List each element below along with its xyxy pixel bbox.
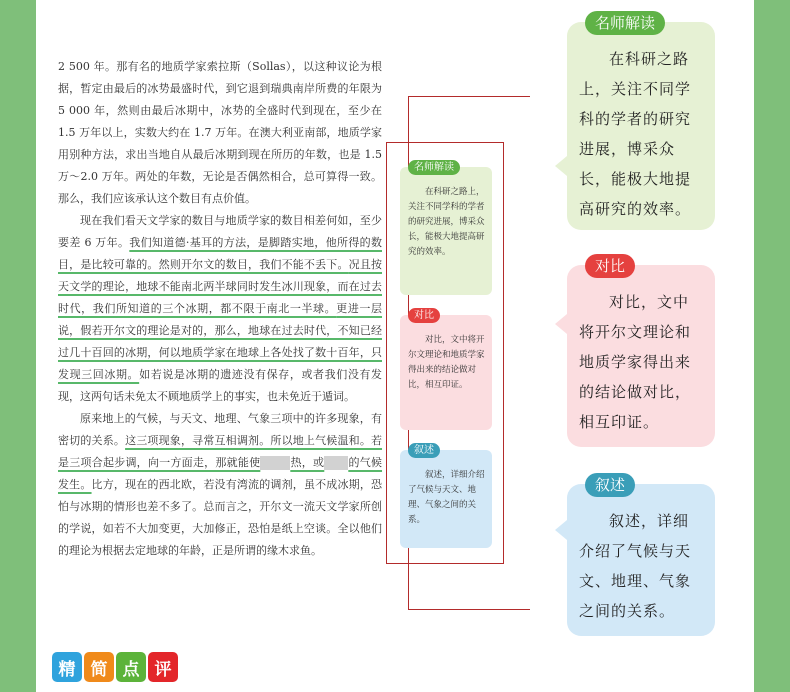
note-text: 对比，文中将开尔文理论和地质学家得出来的结论做对比，相互印证。 bbox=[579, 293, 692, 431]
underlined-sentence: 这三项现象，寻常互相调剂。所以地上气候温和。若是三项合起步调，向一方面走，那就能使 bbox=[58, 434, 383, 469]
footer-label bbox=[52, 652, 178, 682]
mini-note-1 bbox=[400, 162, 492, 295]
mini-note-text: 在科研之路上，关注不同学科的学者的研究进展，博采众长，能极大地提高研究的效率。 bbox=[408, 187, 485, 257]
note-text: 在科研之路上，关注不同学科的学者的研究进展，博采众长，能极大地提高研究的效率。 bbox=[579, 50, 692, 218]
connector-top bbox=[408, 96, 530, 97]
footer-badge: 简 bbox=[84, 652, 114, 682]
underlined-sentence: 况且按天文学的理论，地球不能南北两半球同时发生冰川现象，而在过去时代，我们所知道的三个冰期，都不限于南北一半球。 bbox=[58, 258, 382, 315]
footer-badge: 评 bbox=[148, 652, 178, 682]
mini-note-tag: 叙述 bbox=[408, 443, 440, 458]
paragraph-1: 2 500 年。那有名的地质学家索拉斯（Sollas），以这种议论为根据，暂定由最后的冰势最盛时代，到它退到瑞典南岸所费的年限为 5 000 年，然则由最后冰期中，冰势的全盛时代到现在，至少在 1.5 万年以上，实数大约在 1.7 万年。在澳大利亚南部，地质学家用别种方法，求出当地自从最后冰期到现在所历的年数，也是 1.5 万～2.0 万年。两处的年数，无论是否偶然相合，总可算得一致。那么，我们应该承认这个数目有点价值。 bbox=[58, 60, 382, 205]
mini-note-text: 对比，文中将开尔文理论和地质学家得出来的结论做对比，相互印证。 bbox=[408, 335, 485, 390]
paragraph-2 bbox=[58, 210, 382, 408]
mini-note-text: 叙述，详细介绍了气候与天文、地理、气象之间的关系。 bbox=[408, 470, 485, 525]
note-tag: 对比 bbox=[585, 254, 635, 278]
note-card-2 bbox=[567, 257, 715, 447]
underlined-sentence: 的气候发生。 bbox=[58, 456, 383, 491]
underlined-sentence: 热，或 bbox=[290, 456, 325, 469]
mini-note-tag: 名师解读 bbox=[408, 160, 460, 175]
card-pointer bbox=[555, 314, 567, 334]
mini-note-3 bbox=[400, 445, 492, 548]
obscured-text bbox=[260, 456, 290, 470]
note-tag: 名师解读 bbox=[585, 11, 665, 35]
underlined-sentence: 我们知道德·基耳的方法，是脚踏实地，他所得的数目，是比较可靠的。然则开尔文的数目，我们不能不丢下。 bbox=[58, 236, 382, 271]
paragraph-2-sentence: 现在我们看天文学家的数目与地质学家的数目相差何如，至少要差 6 万年。 bbox=[58, 214, 382, 249]
note-text: 叙述，详细介绍了气候与天文、地理、气象之间的关系。 bbox=[579, 512, 692, 620]
footer-badge: 精 bbox=[52, 652, 82, 682]
paragraph-3-sentence: 原来地上的气候，与天文、地理、气象三项中的许多现象，有密切的关系。 bbox=[58, 412, 382, 447]
note-tag: 叙述 bbox=[585, 473, 635, 497]
underlined-sentence: 更进一层说，假若开尔文的理论是对的，那么，地球在过去时代，不知已经过几十百回的冰期，何以地质学家在地球上各处找了数十百年，只发现三回冰期。 bbox=[58, 302, 383, 381]
note-card-3 bbox=[567, 476, 715, 636]
card-pointer bbox=[555, 156, 567, 176]
paragraph-3-sentence: 比方，现在的西北欧，若没有湾流的调剂，虽不成冰期，恐怕与冰期的情形也差不多了。总而言之，开尔文一流天文学家所创的学说，如若不大加变更，大加修正，恐怕是纸上空谈。全以他们的理论为根据去定地球的年龄，正是所谓的缘木求鱼。 bbox=[58, 478, 383, 557]
mini-note-2 bbox=[400, 310, 492, 430]
paragraph-2-sentence: 如若说是冰期的遗迹没有保存，或者我们没有发现，这两句话未免太不顾地质学上的事实，也未免近于遁词。 bbox=[58, 368, 383, 403]
connector-bottom bbox=[408, 609, 530, 610]
footer-badge: 点 bbox=[116, 652, 146, 682]
article-text bbox=[58, 56, 382, 562]
note-card-1 bbox=[567, 14, 715, 230]
paragraph-3 bbox=[58, 408, 382, 562]
obscured-text bbox=[324, 456, 348, 470]
mini-note-tag: 对比 bbox=[408, 308, 440, 323]
card-pointer bbox=[555, 520, 567, 540]
